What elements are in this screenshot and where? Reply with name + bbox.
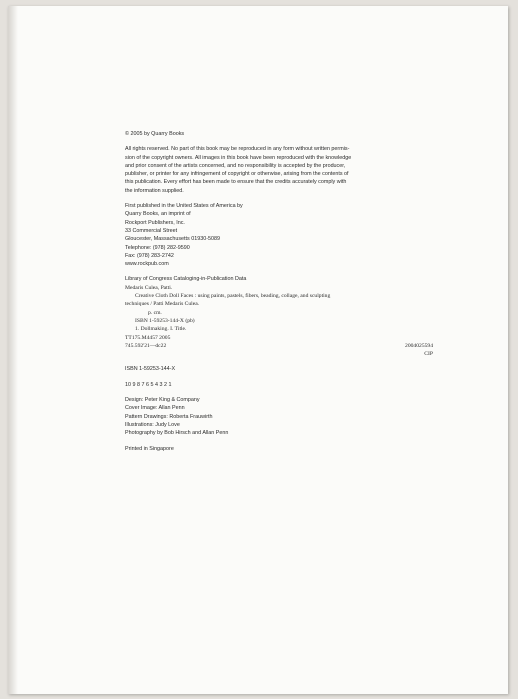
cip-lcc: TT175.M4457 2005 [125, 334, 171, 341]
copyright-page-content [125, 130, 455, 460]
cip-title-continued: techniques / Patti Medaris Culea. [125, 301, 200, 308]
publisher-line: Quarry Books, an imprint of [125, 211, 191, 218]
publisher-line: Fax: (978) 283-2742 [125, 252, 174, 259]
cip-heading: Library of Congress Cataloging-in-Publication Data [125, 276, 247, 283]
cip-subjects: 1. Dollmaking. I. Title. [135, 326, 187, 333]
publisher-website: www.rockpub.com [125, 261, 169, 268]
cip-label-row [125, 350, 455, 358]
cip-ddc: 745.592'21—dc22 [125, 342, 167, 349]
copyright-notice [125, 130, 455, 138]
book-page [8, 6, 508, 694]
rights-line: this publication. Every effort has been made to ensure that the credits accurately comply with [125, 179, 347, 186]
rights-line: the information supplied. [125, 187, 184, 194]
printed-in: Printed in Singapore [125, 445, 174, 452]
cip-lccn: 2004025594 [405, 342, 433, 349]
cip-data [125, 275, 455, 358]
credit-design: Design: Peter King & Company [125, 397, 200, 404]
print-line-block [125, 381, 455, 389]
rights-paragraph [125, 145, 455, 195]
cip-author: Medaris Culea, Patti. [125, 284, 173, 291]
cip-isbn-pb: ISBN 1-59253-144-X (pb) [135, 317, 195, 324]
cip-pcm: p. cm. [148, 309, 162, 316]
credit-cover-image: Cover Image: Allan Penn [125, 405, 185, 412]
rights-line: and prior consent of the artists concerned, and no responsibility is accepted by the producer, [125, 162, 346, 169]
publisher-line: Telephone: (978) 282-9590 [125, 244, 190, 251]
page-gutter-shadow [8, 6, 18, 694]
credit-photography: Photography by Bob Hirsch and Allan Penn [125, 430, 229, 437]
isbn: ISBN 1-59253-144-X [125, 366, 176, 373]
rights-line: publisher, or printer for any infringement of copyright or otherwise, arising from the contents of [125, 171, 349, 178]
cip-ddc-row [125, 342, 455, 350]
publisher-line: Gloucester, Massachusetts 01930-5089 [125, 236, 220, 243]
publisher-line: First published in the United States of America by [125, 203, 243, 210]
rights-line: All rights reserved. No part of this book may be reproduced in any form without written permis- [125, 146, 350, 153]
publisher-line: 33 Commercial Street [125, 227, 178, 234]
publisher-line: Rockport Publishers, Inc. [125, 219, 185, 226]
cip-title: Creative Cloth Doll Faces : using paints, pastels, fibers, beading, collage, and sculpting [135, 293, 331, 300]
isbn-block [125, 365, 455, 373]
credits [125, 396, 455, 437]
credit-pattern-drawings: Pattern Drawings: Roberta Frauwirth [125, 413, 213, 420]
publisher-info [125, 202, 455, 268]
cip-label: CIP [424, 351, 433, 358]
print-line: 10 9 8 7 6 5 4 3 2 1 [125, 381, 172, 388]
printed-in-block [125, 445, 455, 453]
copyright-line: © 2005 by Quarry Books [125, 131, 185, 137]
rights-line: sion of the copyright owners. All images in this book have been reproduced with the knowledge [125, 154, 352, 161]
credit-illustrations: Illustrations: Judy Love [125, 421, 180, 428]
